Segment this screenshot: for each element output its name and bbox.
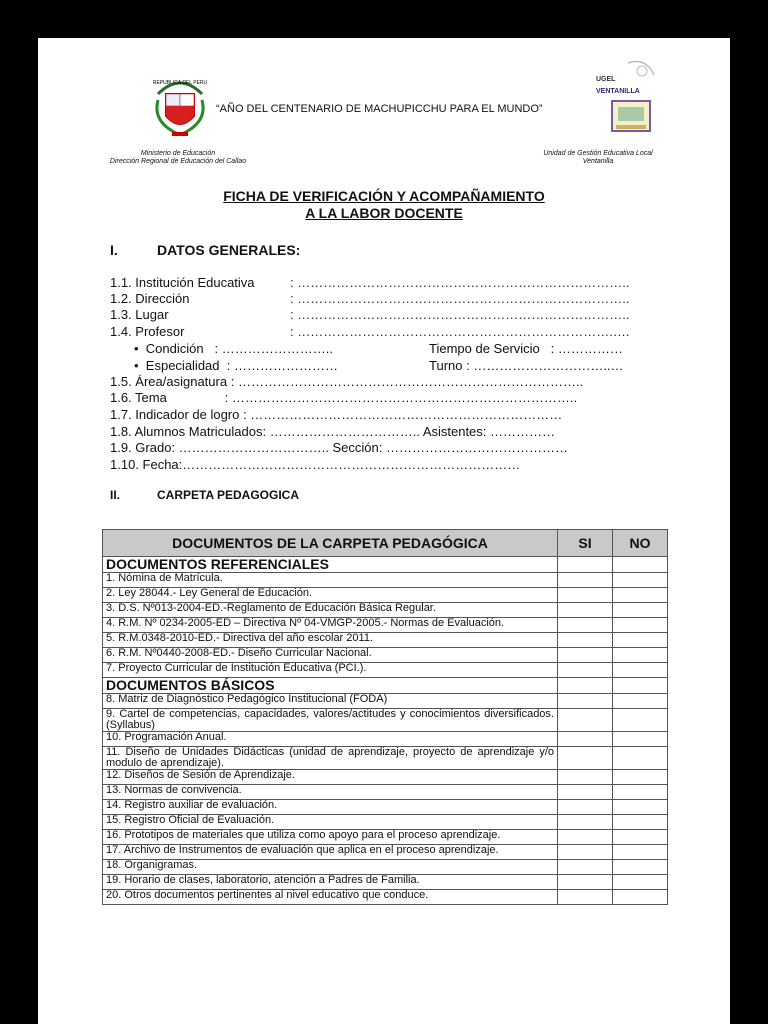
table-row [103, 875, 668, 890]
checkbox-cell-no[interactable] [613, 800, 668, 815]
field-grado: 1.9. Grado: …………………………….. Sección: …………………………………… [110, 440, 568, 455]
documents-table [102, 529, 668, 905]
checkbox-cell-no[interactable] [613, 785, 668, 800]
document-item: 2. Ley 28044.- Ley General de Educación. [103, 588, 558, 603]
table-row [103, 573, 668, 588]
table-row [103, 732, 668, 747]
table-row [103, 860, 668, 875]
checkbox-cell-no[interactable] [613, 588, 668, 603]
document-item: 17. Archivo de Instrumentos de evaluación que aplica en el proceso aprendizaje. [103, 845, 558, 860]
table-body [103, 557, 668, 905]
checkbox-cell-no[interactable] [613, 845, 668, 860]
svg-text:VENTANILLA: VENTANILLA [596, 88, 640, 95]
field-lugar: 1.3. Lugar [110, 307, 169, 322]
document-item: 12. Diseños de Sesión de Aprendizaje. [103, 770, 558, 785]
dotline-profesor[interactable]: : ……………………………………………………………….…. [290, 324, 630, 339]
document-item: 5. R.M.0348-2010-ED.- Directiva del año escolar 2011. [103, 633, 558, 648]
table-header-row [103, 530, 668, 557]
dotline-institucion[interactable]: : ………………………………………………………………….. [290, 275, 630, 290]
checkbox-cell-no[interactable] [613, 875, 668, 890]
checkbox-cell-no[interactable] [613, 573, 668, 588]
group-row-referenciales [103, 557, 668, 573]
peru-coat-of-arms-icon [148, 72, 212, 142]
checkbox-cell-no[interactable] [613, 815, 668, 830]
field-tiempo-servicio: Tiempo de Servicio : …………… [429, 341, 623, 356]
document-item: 4. R.M. Nº 0234-2005-ED – Directiva Nº 04-VMGP-2005.- Normas de Evaluación. [103, 618, 558, 633]
document-item: 10. Programación Anual. [103, 732, 558, 747]
ugel-ventanilla-logo-icon [588, 53, 668, 143]
ugel-letters: UGEL [596, 76, 616, 83]
table-row [103, 890, 668, 905]
ugel-caption: Unidad de Gestión Educativa Local Ventanilla [543, 150, 653, 165]
checkbox-cell-no[interactable] [613, 890, 668, 905]
table-row [103, 709, 668, 732]
field-alumnos: 1.8. Alumnos Matriculados: …………………………….. Asistentes: …………… [110, 424, 556, 439]
dotline-lugar[interactable]: : ………………………………………………………………….. [290, 307, 630, 322]
checkbox-cell-si[interactable] [558, 678, 613, 694]
field-fecha: 1.10. Fecha:…………………………………………………………………… [110, 457, 521, 472]
form-title-line2: A LA LABOR DOCENTE [305, 205, 463, 221]
checkbox-cell-no[interactable] [613, 694, 668, 709]
table-row [103, 648, 668, 663]
document-item: 7. Proyecto Curricular de Institución Educativa (PCI.). [103, 663, 558, 678]
document-item: 11. Diseño de Unidades Didácticas (unidad de aprendizaje, proyecto de aprendizaje y/o modulo de aprendizaje). [103, 747, 558, 770]
document-item: 16. Prototipos de materiales que utiliza como apoyo para el proceso aprendizaje. [103, 830, 558, 845]
document-item: 15. Registro Oficial de Evaluación. [103, 815, 558, 830]
checkbox-cell-no[interactable] [613, 603, 668, 618]
document-item: 6. R.M. Nº0440-2008-ED.- Diseño Curricular Nacional. [103, 648, 558, 663]
checkbox-cell-si[interactable] [558, 557, 613, 573]
checkbox-cell-si[interactable] [558, 845, 613, 860]
checkbox-cell-no[interactable] [613, 747, 668, 770]
table-row [103, 770, 668, 785]
table-row [103, 785, 668, 800]
document-item: 18. Organigramas. [103, 860, 558, 875]
table-row [103, 830, 668, 845]
checkbox-cell-no[interactable] [613, 557, 668, 573]
checkbox-cell-si[interactable] [558, 785, 613, 800]
checkbox-cell-si[interactable] [558, 648, 613, 663]
table-row [103, 815, 668, 830]
checkbox-cell-si[interactable] [558, 588, 613, 603]
checkbox-cell-no[interactable] [613, 830, 668, 845]
field-condicion: • Condición : …………………….. [134, 341, 333, 356]
field-profesor: 1.4. Profesor [110, 324, 185, 339]
checkbox-cell-si[interactable] [558, 875, 613, 890]
field-indicador: 1.7. Indicador de logro : ……………………………………………………………… [110, 407, 563, 422]
checkbox-cell-si[interactable] [558, 603, 613, 618]
checkbox-cell-no[interactable] [613, 709, 668, 732]
field-institucion: 1.1. Institución Educativa [110, 275, 255, 290]
checkbox-cell-si[interactable] [558, 770, 613, 785]
field-tema: 1.6. Tema : …………………………………………………………………….. [110, 390, 578, 405]
group-label: DOCUMENTOS BÁSICOS [103, 678, 558, 694]
checkbox-cell-si[interactable] [558, 830, 613, 845]
header-no: NO [613, 530, 668, 557]
header-documentos: DOCUMENTOS DE LA CARPETA PEDAGÓGICA [103, 530, 558, 557]
ministry-caption: Ministerio de Educación Dirección Regional de Educación del Callao [109, 150, 247, 165]
checkbox-cell-si[interactable] [558, 573, 613, 588]
document-item: 9. Cartel de competencias, capacidades, valores/actitudes y conocimientos diversificados. (Syllabus) [103, 709, 558, 732]
document-item: 8. Matriz de Diagnóstico Pedagógico Institucional (FODA) [103, 694, 558, 709]
document-item: 20. Otros documentos pertinentes al nivel educativo que conduce. [103, 890, 558, 905]
checkbox-cell-no[interactable] [613, 770, 668, 785]
checkbox-cell-no[interactable] [613, 678, 668, 694]
checkbox-cell-si[interactable] [558, 709, 613, 732]
checkbox-cell-no[interactable] [613, 648, 668, 663]
checkbox-cell-no[interactable] [613, 618, 668, 633]
table-row [103, 694, 668, 709]
field-area: 1.5. Área/asignatura : …………………………………………………………………….. [110, 374, 584, 389]
table-row [103, 747, 668, 770]
checkbox-cell-no[interactable] [613, 633, 668, 648]
checkbox-cell-si[interactable] [558, 663, 613, 678]
checkbox-cell-no[interactable] [613, 860, 668, 875]
section-datos-generales: I. DATOS GENERALES: [110, 242, 301, 258]
group-label: DOCUMENTOS REFERENCIALES [103, 557, 558, 573]
table-row [103, 618, 668, 633]
checkbox-cell-si[interactable] [558, 815, 613, 830]
document-item: 19. Horario de clases, laboratorio, atención a Padres de Familia. [103, 875, 558, 890]
section-carpeta-pedagogica: II. CARPETA PEDAGOGICA [110, 488, 300, 502]
field-turno: Turno : …………………………..… [429, 358, 624, 373]
svg-text:REPUBLICA DEL PERU: REPUBLICA DEL PERU [152, 80, 208, 86]
form-title-line1: FICHA DE VERIFICACIÓN Y ACOMPAÑAMIENTO [223, 188, 545, 204]
table-row [103, 588, 668, 603]
group-row-basicos [103, 678, 668, 694]
year-motto: “AÑO DEL CENTENARIO DE MACHUPICCHU PARA EL MUNDO” [216, 103, 543, 115]
checkbox-cell-si[interactable] [558, 618, 613, 633]
header-si: SI [558, 530, 613, 557]
document-item: 13. Normas de convivencia. [103, 785, 558, 800]
dotline-direccion[interactable]: : ………………………………………………………………….. [290, 291, 630, 306]
document-item: 1. Nómina de Matrícula. [103, 573, 558, 588]
checkbox-cell-si[interactable] [558, 860, 613, 875]
checkbox-cell-si[interactable] [558, 694, 613, 709]
checkbox-cell-si[interactable] [558, 633, 613, 648]
checkbox-cell-no[interactable] [613, 732, 668, 747]
checkbox-cell-no[interactable] [613, 663, 668, 678]
document-page [38, 38, 730, 1024]
checkbox-cell-si[interactable] [558, 747, 613, 770]
checkbox-cell-si[interactable] [558, 800, 613, 815]
checkbox-cell-si[interactable] [558, 732, 613, 747]
document-item: 14. Registro auxiliar de evaluación. [103, 800, 558, 815]
field-direccion: 1.2. Dirección [110, 291, 190, 306]
field-especialidad: • Especialidad : …………………… [134, 358, 338, 373]
table-row [103, 663, 668, 678]
table-row [103, 603, 668, 618]
document-item: 3. D.S. Nº013-2004-ED.-Reglamento de Educación Básica Regular. [103, 603, 558, 618]
checkbox-cell-si[interactable] [558, 890, 613, 905]
table-row [103, 800, 668, 815]
table-row [103, 633, 668, 648]
table-row [103, 845, 668, 860]
